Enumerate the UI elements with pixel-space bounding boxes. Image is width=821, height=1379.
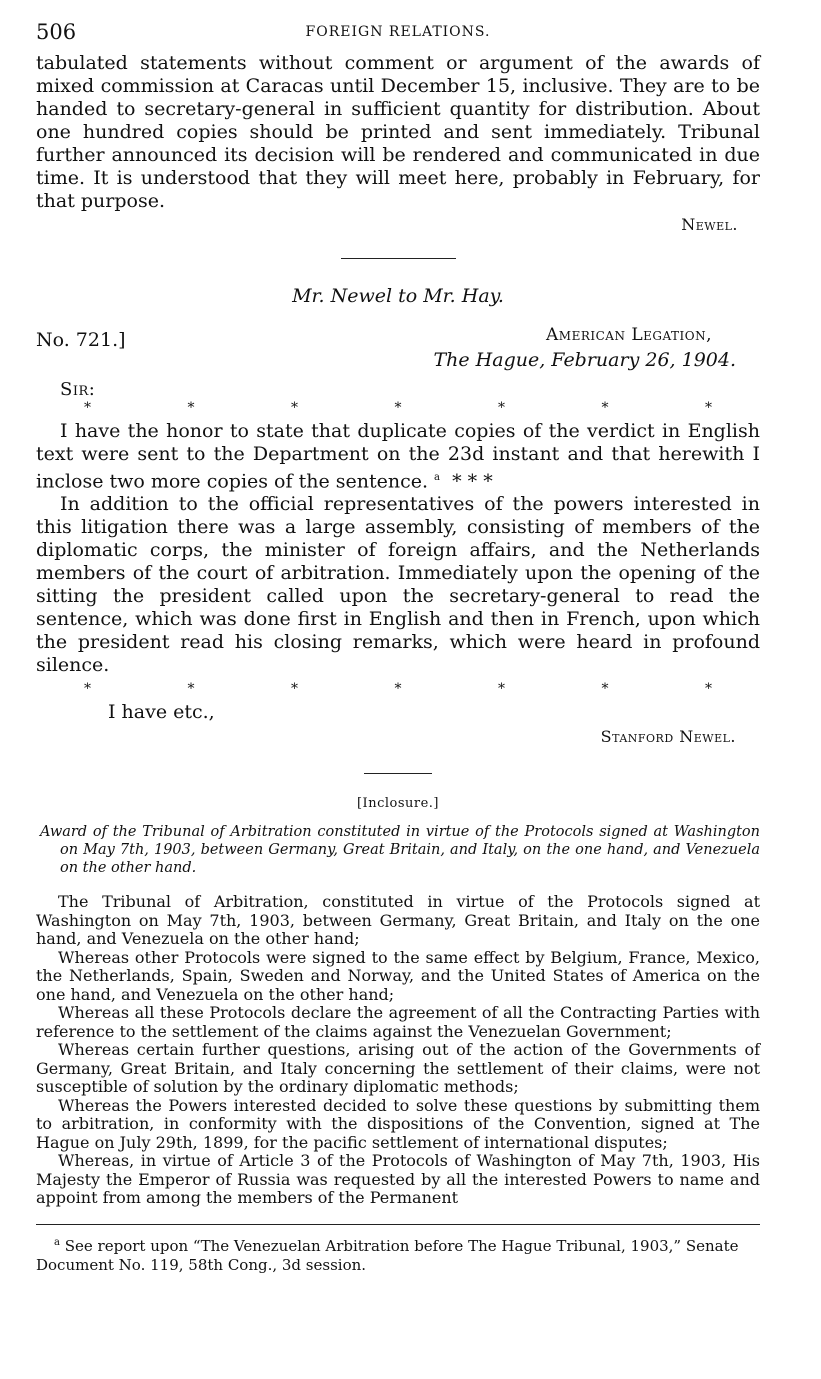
letter-title: Mr. Newel to Mr. Hay. [292, 285, 504, 307]
star: * [187, 400, 195, 416]
star: * [705, 400, 712, 416]
document-page [36, 18, 760, 1275]
footnote-rule [36, 1224, 760, 1225]
star: * [84, 400, 91, 416]
star: * [84, 681, 91, 698]
legation-name: American Legation, [546, 325, 712, 345]
intro-paragraph: tabulated statements without comment or argument of the awards of mixed commission at Caracas until December 15, inclusive. They are to be handed to secretary-general in sufficient quantity for distribution. About one hundred copies should be printed and sent immediately. Tribunal further announced its decision will be rendered and communicated in due time. It is understood that they will meet here, probably in February, for that purpose. [36, 52, 760, 212]
ellipsis-stars-top [36, 400, 760, 416]
footnote-text: See report upon “The Venezuelan Arbitration before The Hague Tribunal, 1903,” Senate Document No. 119, 58th Cong., 3d session. [36, 1236, 739, 1274]
despatch-number: No. 721.] [36, 329, 126, 351]
letter-dateline: The Hague, February 26, 1904. [433, 349, 736, 371]
section-divider [341, 258, 456, 259]
star: * [291, 400, 298, 416]
running-head: FOREIGN RELATIONS. [305, 24, 491, 40]
award-paragraph: Whereas certain further questions, arising out of the action of the Governments of Germany, Great Britain, and Italy concerning the settlement of their claims, were not susceptible of solution by the ordinary diplomatic methods; [36, 1040, 760, 1097]
ellipsis-stars-bottom [36, 681, 760, 697]
footnote [36, 1233, 760, 1275]
letter-closing [36, 701, 760, 753]
intro-signature: Newel. [681, 215, 738, 234]
omission-stars: * * * [452, 470, 493, 493]
section-divider [364, 773, 432, 774]
star: * [394, 400, 402, 416]
star: * [705, 681, 712, 698]
salutation: Sir: [60, 379, 96, 400]
star: * [498, 681, 505, 698]
letter-paragraph-1: I have the honor to state that duplicate copies of the verdict in English text were sent to the Department on the 23d instant and that herewith I inclose two more copies of the sentence. $^a$ * * * [36, 420, 760, 493]
award-title: Award of the Tribunal of Arbitration constituted in virtue of the Protocols signed at Washington on May 7th, 1903, between Germany, Great Britain, and Italy, on the one hand, and Venezuela on the other hand. [40, 824, 760, 877]
complimentary-close: I have etc., [108, 701, 215, 724]
star: * [394, 681, 402, 698]
letter-paragraph-2: In addition to the official representatives of the powers interested in this litigation there was a large assembly, consisting of members of the diplomatic corps, the minister of foreign affairs, and the Netherlands members of the court of arbitration. Immediately upon the opening of the sitting the president called upon the secretary-general to read the sentence, which was done first in English and then in French, upon which the president read his closing remarks, which were heard in profound silence. [36, 493, 760, 677]
award-paragraph: Whereas, in virtue of Article 3 of the Protocols of Washington of May 7th, 1903, His Majesty the Emperor of Russia was requested by all the interested Powers to name and appoint from among the members of the Permanent [36, 1151, 760, 1208]
footnote-marker: a [54, 1236, 60, 1248]
page-number: 506 [36, 20, 77, 44]
award-paragraph: Whereas other Protocols were signed to the same effect by Belgium, France, Mexico, the Netherlands, Spain, Sweden and Norway, and the United States of America on the one hand, and Venezuela on the other hand; [36, 947, 760, 1004]
footnote-marker: a [434, 472, 441, 483]
star: * [498, 400, 505, 416]
inclosure-label: [Inclosure.] [356, 796, 439, 812]
award-paragraph: Whereas the Powers interested decided to solve these questions by submitting them to arbitration, in conformity with the dispositions of the Convention, signed at The Hague on July 29th, 1899, for the pacific settlement of international disputes; [36, 1095, 760, 1152]
letter-signature: Stanford Newel. [600, 727, 736, 747]
award-paragraph: Whereas all these Protocols declare the agreement of all the Contracting Parties with reference to the settlement of the claims against the Venezuelan Government; [36, 1003, 760, 1041]
award-paragraph: The Tribunal of Arbitration, constituted in virtue of the Protocols signed at Washington on May 7th, 1903, between Germany, Great Britain, and Italy on the one hand, and Venezuela on the other hand; [36, 892, 760, 949]
star: * [291, 681, 298, 698]
star: * [187, 681, 195, 698]
letter-heading [36, 325, 760, 373]
page-header [36, 18, 760, 48]
star: * [601, 681, 609, 698]
star: * [601, 400, 609, 416]
